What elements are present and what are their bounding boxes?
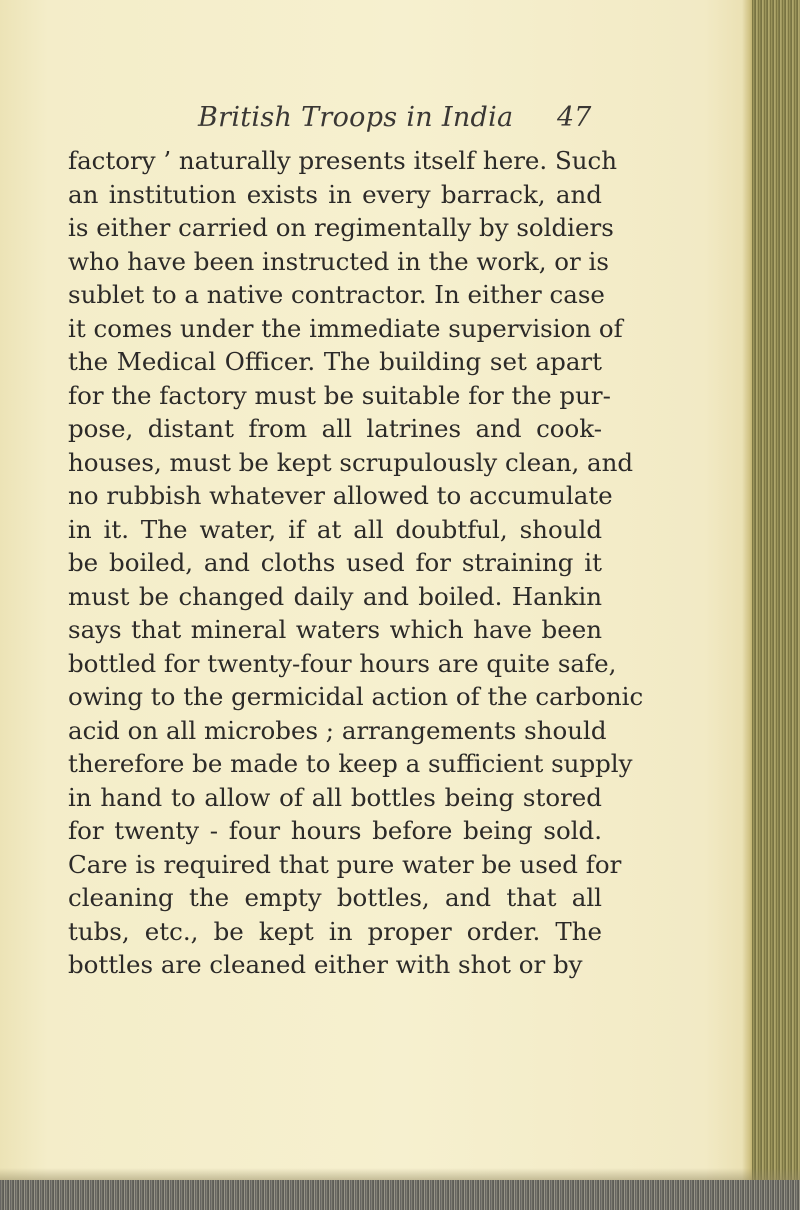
text-line: it comes under the immediate supervision of — [68, 313, 623, 343]
running-header — [0, 100, 800, 140]
page-fore-edge — [752, 0, 800, 1210]
text-line: cleaning the empty bottles, and that all — [68, 883, 602, 912]
text-line: says that mineral waters which have been — [68, 615, 602, 644]
text-line: in it. The water, if at all doubtful, should — [68, 514, 602, 544]
text-line: tubs, etc., be kept in proper order. The — [68, 916, 602, 946]
text-line: bottles are cleaned either with shot or by — [68, 950, 583, 979]
text-line: be boiled, and cloths used for straining it — [68, 548, 602, 577]
text-line: sublet to a native contractor. In either case — [68, 280, 605, 309]
text-line: houses, must be kept scrupulously clean, and — [68, 447, 634, 477]
page-number: 47 — [557, 102, 592, 133]
text-line: for twenty - four hours before being sold. — [68, 816, 602, 845]
text-line: for the factory must be suitable for the pur- — [68, 380, 611, 410]
text-line: must be changed daily and boiled. Hankin — [68, 581, 602, 611]
running-title: British Troops in India — [198, 102, 514, 133]
text-line: factory ’ naturally presents itself here. Such — [68, 146, 618, 175]
text-line: pose, distant from all latrines and cook- — [68, 414, 602, 443]
text-line: who have been instructed in the work, or is — [68, 246, 609, 276]
text-line: is either carried on regimentally by soldiers — [68, 213, 614, 242]
text-line: owing to the germicidal action of the carbonic — [68, 682, 644, 711]
page-bottom-edge — [0, 1180, 800, 1210]
text-line: an institution exists in every barrack, and — [68, 179, 602, 209]
text-line: in hand to allow of all bottles being stored — [68, 782, 602, 812]
text-line: Care is required that pure water be used for — [68, 849, 622, 879]
text-line: the Medical Officer. The building set apart — [68, 347, 602, 376]
body-text — [68, 144, 644, 982]
text-line: therefore be made to keep a sufficient supply — [68, 749, 633, 778]
text-line: no rubbish whatever allowed to accumulate — [68, 481, 613, 510]
text-line: acid on all microbes ; arrangements should — [68, 715, 607, 745]
text-line: bottled for twenty-four hours are quite safe, — [68, 648, 617, 678]
